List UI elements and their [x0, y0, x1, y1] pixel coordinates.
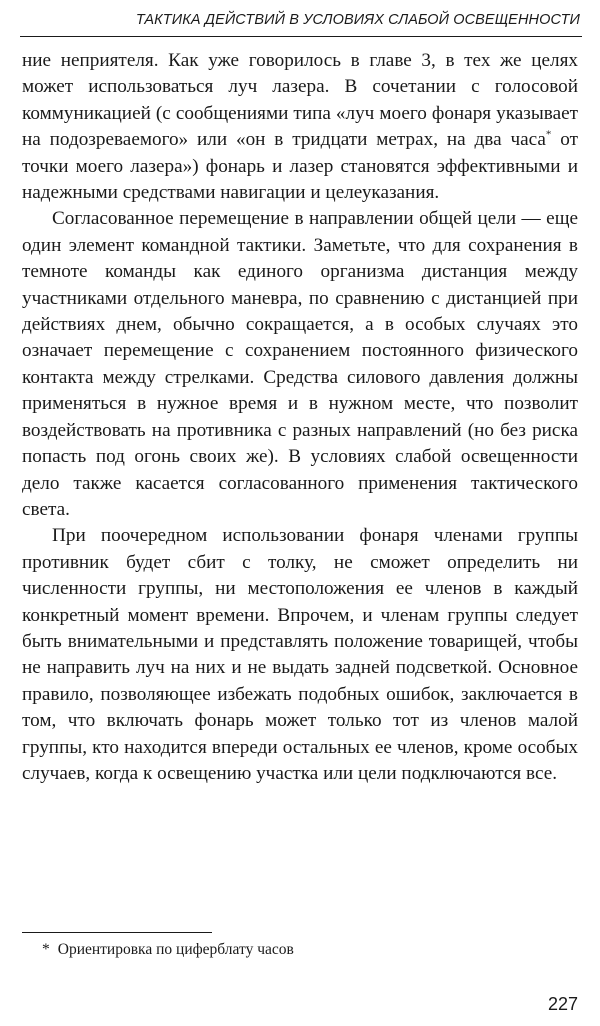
- footnote: [42, 940, 294, 960]
- running-header-title: ТАКТИКА ДЕЙСТВИЙ В УСЛОВИЯХ СЛАБОЙ ОСВЕЩЕННОСТИ: [135, 12, 580, 28]
- paragraph-3: При поочередном использовании фонаря членами группы противник будет сбит с толку, не сможет определить ни численности группы, ни местоположения ее членов в каждый конкретный момент времени. Впрочем, и членам группы следует быть внимательными и представлять положение товарищей, чтобы не направить луч на них и не выдать задней подсветкой. Основное правило, позволяющее избежать подобных ошибок, заключается в том, что включать фонарь может только тот из членов малой группы, кто находится впереди остальных ее членов, кроме особых случаев, когда к освещению участка или цели подключаются все.: [22, 525, 578, 784]
- footnote-mark: *: [42, 941, 50, 958]
- paragraph-1: [22, 48, 578, 206]
- page-number: 227: [547, 994, 578, 1014]
- paragraph-2: Согласованное перемещение в направлении общей цели — еще один элемент командной тактики. Заметьте, что для сохранения в темноте команды как единого организма дистанция между участниками отдельного маневра, по сравнению с дистанцией при действиях днем, обычно сокращается, а в особых случаях это означает перемещение с сохранением постоянного физического контакта между стрелками. Средства силового давления должны применяться в нужное время и в нужном месте, что позволит воздействовать на противника с разных направлений (но без риска попасть под огонь своих же). В условиях слабой освещенности дело также касается согласованного применения тактического света.: [22, 208, 578, 520]
- footnote-reference: *: [545, 128, 552, 141]
- running-header: [20, 6, 582, 37]
- footnote-divider: [22, 932, 212, 933]
- footnote-text: Ориентировка по циферблату часов: [57, 941, 294, 958]
- body-text: [22, 48, 578, 787]
- paragraph-1-text-b: от точки моего лазера») фонарь и лазер становятся эффективными и надежными средствами навигации и целеуказания.: [22, 129, 578, 204]
- paragraph-1-text-a: ние неприятеля. Как уже говорилось в главе 3, в тех же целях может использоваться луч лазера. В сочетании с голосовой коммуникацией (с сообщениями типа «луч моего фонаря указывает на подозреваемого» или «он в тридцати метрах, на два часа: [22, 50, 578, 151]
